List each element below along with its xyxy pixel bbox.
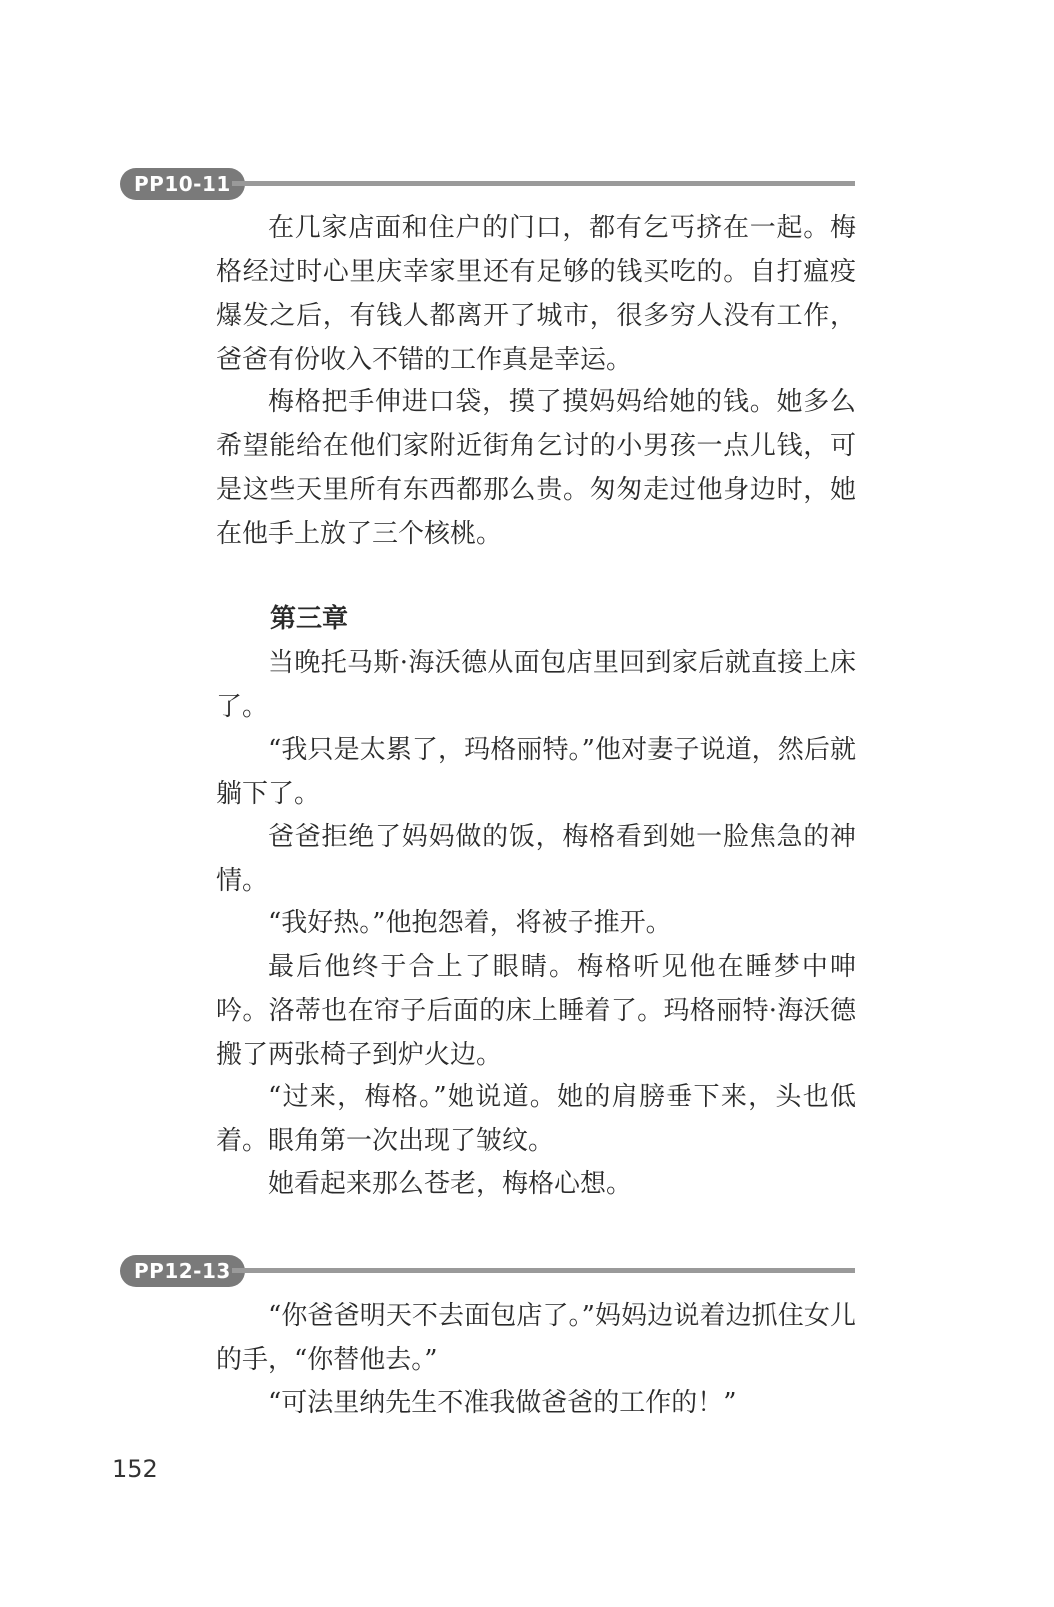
paragraph: “我好热。”他抱怨着，将被子推开。 <box>268 908 672 938</box>
paragraph: “你爸爸明天不去面包店了。”妈妈边说着边抓住女儿的手，“你替他去。” <box>216 1301 856 1375</box>
section-divider <box>232 181 855 186</box>
paragraph: 她看起来那么苍老，梅格心想。 <box>268 1169 633 1199</box>
section-tag: PP10-11 <box>120 168 245 200</box>
chapter-title: 第三章 <box>270 604 349 634</box>
paragraph: 爸爸拒绝了妈妈做的饭，梅格看到她一脸焦急的神情。 <box>216 822 856 896</box>
page-number: 152 <box>112 1455 158 1483</box>
section-tag: PP12-13 <box>120 1255 245 1287</box>
paragraph: “可法里纳先生不准我做爸爸的工作的！” <box>268 1388 737 1418</box>
paragraph: “过来，梅格。”她说道。她的肩膀垂下来，头也低着。眼角第一次出现了皱纹。 <box>216 1082 856 1156</box>
paragraph: 最后他终于合上了眼睛。梅格听见他在睡梦中呻吟。洛蒂也在帘子后面的床上睡着了。玛格丽特·海沃德搬了两张椅子到炉火边。 <box>216 952 856 1070</box>
paragraph: 当晚托马斯·海沃德从面包店里回到家后就直接上床了。 <box>216 648 856 722</box>
paragraph: 梅格把手伸进口袋，摸了摸妈妈给她的钱。她多么希望能给在他们家附近街角乞讨的小男孩一点儿钱，可是这些天里所有东西都那么贵。匆匆走过他身边时，她在他手上放了三个核桃。 <box>216 387 856 549</box>
section-divider <box>232 1268 855 1273</box>
section-header <box>120 168 855 200</box>
section-header <box>120 1255 855 1287</box>
paragraph: “我只是太累了，玛格丽特。”他对妻子说道，然后就躺下了。 <box>216 735 856 809</box>
paragraph: 在几家店面和住户的门口，都有乞丐挤在一起。梅格经过时心里庆幸家里还有足够的钱买吃的。自打瘟疫爆发之后，有钱人都离开了城市，很多穷人没有工作，爸爸有份收入不错的工作真是幸运。 <box>216 213 856 375</box>
